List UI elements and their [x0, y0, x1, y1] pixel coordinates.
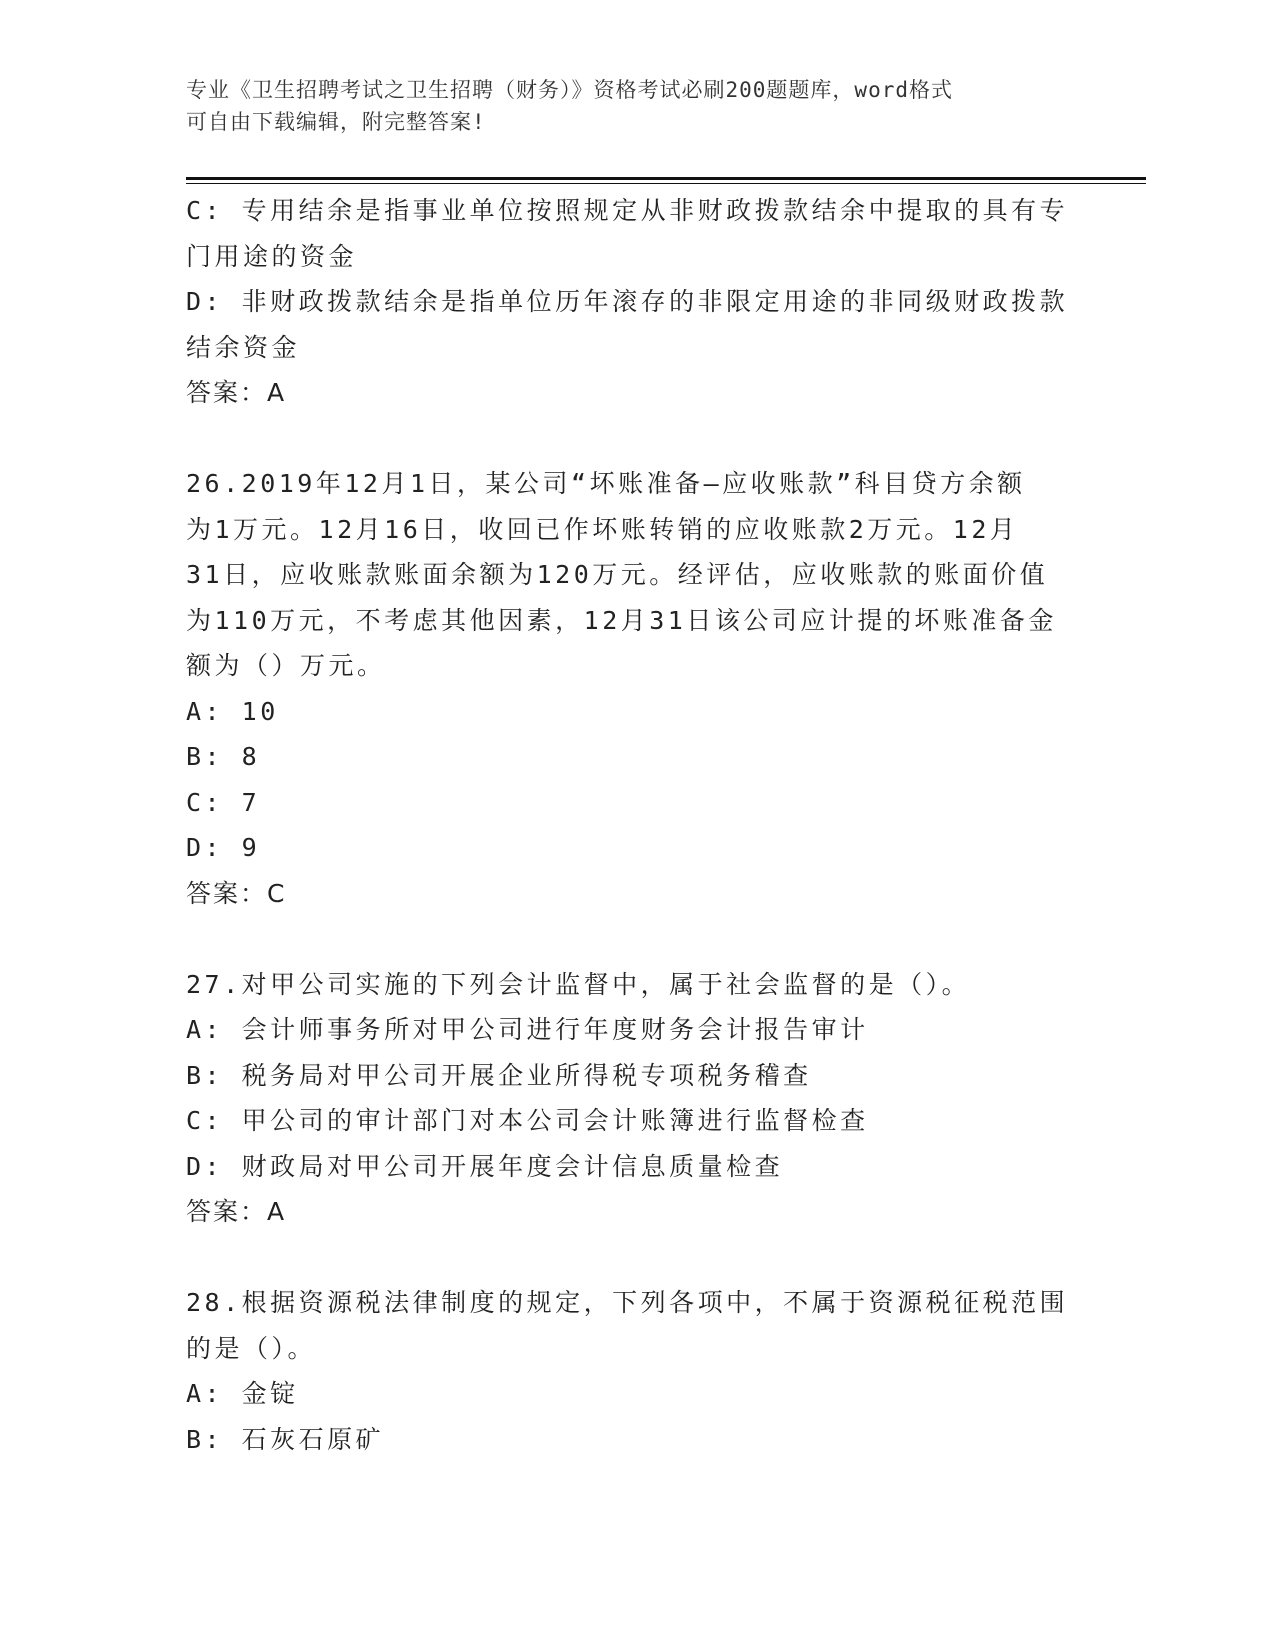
option-d-line-2: 结余资金 — [186, 332, 301, 362]
header-line-1: 专业《卫生招聘考试之卫生招聘（财务）》资格考试必刷200题题库，word格式 — [186, 78, 953, 102]
header-rule-thick — [186, 177, 1146, 180]
option-a: A: 金锭 — [186, 1379, 299, 1408]
question-stem-line: 额为（）万元。 — [186, 651, 386, 680]
answer: 答案：A — [186, 378, 287, 407]
option-c: C: 7 — [186, 787, 261, 817]
question-25-tail — [186, 188, 1086, 416]
option-b: B: 石灰石原矿 — [186, 1424, 385, 1454]
answer: 答案：C — [186, 878, 287, 908]
question-27 — [186, 962, 1086, 1235]
option-c-line-2: 门用途的资金 — [186, 241, 358, 271]
option-a: A: 10 — [186, 696, 279, 726]
spacer — [186, 916, 1086, 962]
option-d: D: 财政局对甲公司开展年度会计信息质量检查 — [186, 1151, 784, 1181]
option-c-line-1: C: 专用结余是指事业单位按照规定从非财政拨款结余中提取的具有专 — [186, 196, 1069, 225]
option-a: A: 会计师事务所对甲公司进行年度财务会计报告审计 — [186, 1015, 869, 1044]
question-stem-line: 31日，应收账款账面余额为120万元。经评估，应收账款的账面价值 — [186, 560, 1049, 589]
question-28 — [186, 1280, 1086, 1462]
header-line-2: 可自由下载编辑，附完整答案! — [186, 110, 486, 134]
question-stem-line: 28.根据资源税法律制度的规定，下列各项中，不属于资源税征税范围 — [186, 1288, 1069, 1317]
document-header — [186, 74, 1066, 138]
spacer — [186, 1235, 1086, 1281]
option-d: D: 9 — [186, 833, 261, 862]
spacer — [186, 416, 1086, 462]
option-d-line-1: D: 非财政拨款结余是指单位历年滚存的非限定用途的非同级财政拨款 — [186, 287, 1069, 316]
header-rule-thin — [186, 183, 1146, 184]
question-stem-line: 26.2019年12月1日，某公司“坏账准备—应收账款”科目贷方余额 — [186, 469, 1026, 498]
option-b: B: 8 — [186, 742, 261, 771]
question-content — [186, 188, 1086, 1462]
question-stem-line: 的是（）。 — [186, 1333, 317, 1363]
option-b: B: 税务局对甲公司开展企业所得税专项税务稽查 — [186, 1060, 812, 1090]
question-stem-line: 为1万元。12月16日，收回已作坏账转销的应收账款2万元。12月 — [186, 514, 1019, 544]
question-stem-line: 为110万元，不考虑其他因素，12月31日该公司应计提的坏账准备金 — [186, 605, 1057, 635]
option-c: C: 甲公司的审计部门对本公司会计账簿进行监督检查 — [186, 1106, 869, 1135]
question-26 — [186, 461, 1086, 916]
question-stem-line: 27.对甲公司实施的下列会计监督中，属于社会监督的是（）。 — [186, 969, 971, 999]
answer: 答案：A — [186, 1197, 287, 1226]
